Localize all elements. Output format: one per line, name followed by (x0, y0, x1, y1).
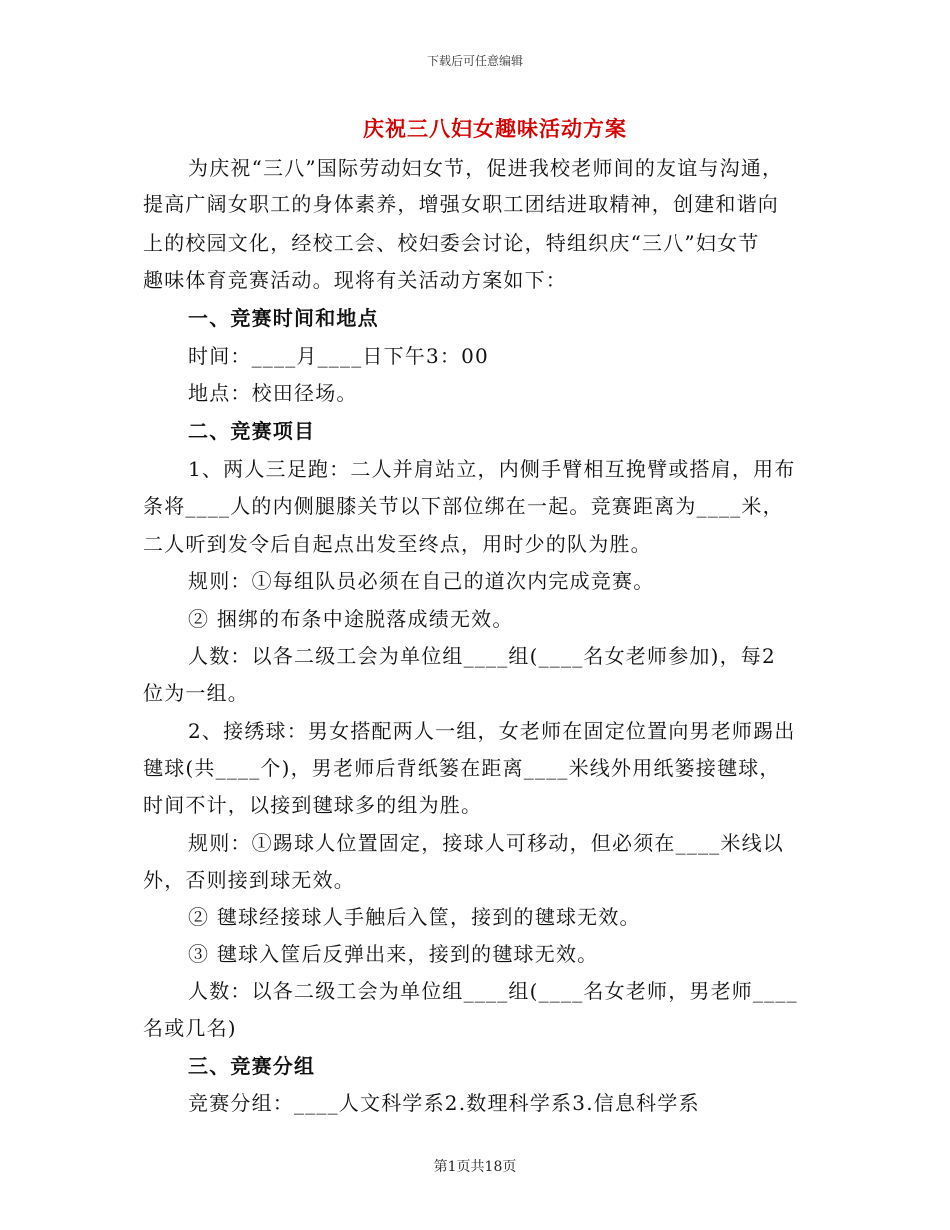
body-line: ② 捆绑的布条中途脱落成绩无效。 (188, 607, 514, 631)
body-line: 规则：①每组队员必须在自己的道次内完成竞赛。 (188, 569, 655, 593)
body-line: 条将____人的内侧腿膝关节以下部位绑在一起。竞赛距离为____米， (143, 494, 784, 518)
body-line: 毽球(共____个)，男老师后背纸篓在距离____米线外用纸篓接毽球， (143, 756, 781, 780)
page-header: 下载后可任意编辑 (426, 54, 523, 68)
body-line: ③ 毽球入筐后反弹出来，接到的毽球无效。 (188, 942, 599, 966)
body-line: 竞赛分组：____人文科学系2.数理科学系3.信息科学系 (188, 1091, 700, 1115)
body-line: 位为一组。 (143, 681, 249, 705)
body-line: 趣味体育竞赛活动。现将有关活动方案如下： (143, 268, 567, 292)
body-line: 为庆祝“三八”国际劳动妇女节，促进我校老师间的友谊与沟通， (188, 156, 784, 180)
body-line: 人数：以各二级工会为单位组____组(____名女老师参加)，每2 (188, 644, 776, 668)
section-heading: 一、竞赛时间和地点 (188, 306, 379, 330)
body-line: 上的校园文化，经校工会、校妇委会讨论，特组织庆“三八”妇女节 (143, 231, 760, 255)
body-line: 时间不计，以接到毽球多的组为胜。 (143, 793, 483, 817)
body-line: 提高广阔女职工的身体素养，增强女职工团结进取精神，创建和谐向 (143, 192, 779, 216)
document-title: 庆祝三八妇女趣味活动方案 (363, 116, 627, 141)
body-line: 规则：①踢球人位置固定，接球人可移动，但必须在____米线以 (188, 831, 784, 855)
body-line: 名或几名) (143, 1016, 237, 1040)
body-line: 1、两人三足跑：二人并肩站立，内侧手臂相互挽臂或搭肩，用布 (188, 457, 796, 481)
body-line: 时间：____月____日下午3：00 (188, 344, 489, 368)
body-line: 人数：以各二级工会为单位组____组(____名女老师，男老师____ (188, 979, 798, 1003)
body-line: 地点：校田径场。 (188, 381, 358, 405)
section-heading: 三、竞赛分组 (188, 1054, 316, 1078)
page-footer: 第1页共18页 (433, 1159, 517, 1175)
body-line: ② 毽球经接球人手触后入筐，接到的毽球无效。 (188, 905, 641, 929)
body-line: 二人听到发令后自起点出发至终点，用时少的队为胜。 (143, 532, 652, 556)
section-heading: 二、竞赛项目 (188, 419, 316, 443)
body-line: 外，否则接到球无效。 (143, 868, 355, 892)
body-line: 2、接绣球：男女搭配两人一组，女老师在固定位置向男老师踢出 (188, 719, 796, 743)
